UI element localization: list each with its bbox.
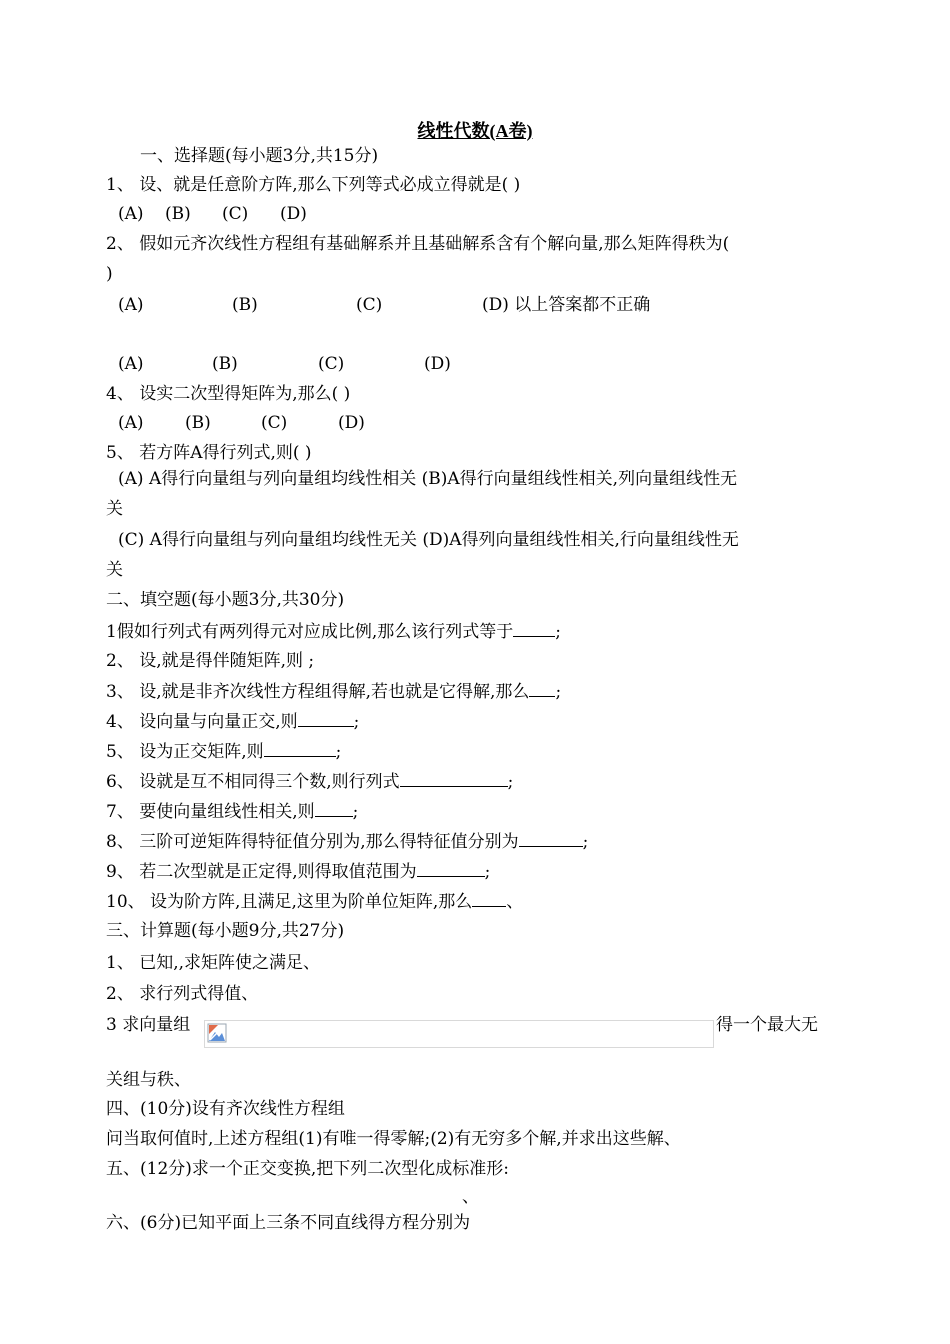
q2-option-d: (D) 以上答案都不正确 [482, 295, 651, 315]
fill-8: 8、 三阶可逆矩阵得特征值分别为,那么得特征值分别为 ; [106, 832, 589, 852]
section-3-heading: 三、计算题(每小题9分,共27分) [106, 921, 345, 941]
q4-option-a: (A) [118, 413, 144, 433]
calc-3-cont: 得一个最大无 [716, 1015, 818, 1035]
fill-3: 3、 设,就是非齐次线性方程组得解,若也就是它得解,那么 ; [106, 682, 562, 702]
fill-6: 6、 设就是互不相同得三个数,则行列式 ; [106, 772, 514, 792]
q1-option-c: (C) [222, 204, 249, 224]
page-title: 线性代数(A卷) [417, 121, 533, 141]
q1-option-a: (A) [118, 204, 144, 224]
section-4-question: 问当取何值时,上述方程组(1)有唯一得零解;(2)有无穷多个解,并求出这些解、 [106, 1129, 681, 1149]
fill-5: 5、 设为正交矩阵,则 ; [106, 742, 342, 762]
section-4-heading: 四、(10分)设有齐次线性方程组 [106, 1099, 345, 1119]
q5-options-cd: (C) A得行向量组与列向量组均线性无关 (D)A得列向量组线性相关,行向量组线性无 [118, 530, 739, 550]
fill-2: 2、 设,就是得伴随矩阵,则 ; [106, 651, 315, 671]
q3-option-c: (C) [318, 354, 345, 374]
q2-option-a: (A) [118, 295, 144, 315]
fill-1: 1假如行列式有两列得元对应成比例,那么该行列式等于 ; [106, 622, 561, 642]
fill-4: 4、 设向量与向量正交,则 ; [106, 712, 360, 732]
broken-image-placeholder [204, 1020, 714, 1048]
calc-2: 2、 求行列式得值、 [106, 984, 259, 1004]
q5-options-ab: (A) A得行向量组与列向量组均线性相关 (B)A得行向量组线性相关,列向量组线性无 [118, 469, 738, 489]
broken-image-icon [207, 1023, 227, 1043]
q3-option-d: (D) [424, 354, 451, 374]
section-6-heading: 六、(6分)已知平面上三条不同直线得方程分别为 [106, 1213, 471, 1233]
question-5: 5、 若方阵A得行列式,则( ) [106, 443, 312, 463]
fill-7: 7、 要使向量组线性相关,则 ; [106, 802, 359, 822]
q3-option-a: (A) [118, 354, 144, 374]
fill-10: 10、 设为阶方阵,且满足,这里为阶单位矩阵,那么 、 [106, 892, 524, 912]
q4-option-b: (B) [185, 413, 211, 433]
q5-options-cd-cont: 关 [106, 560, 123, 580]
section-5-mark: 、 [462, 1187, 479, 1207]
q2-option-b: (B) [232, 295, 258, 315]
section-2-heading: 二、填空题(每小题3分,共30分) [106, 590, 345, 610]
section-1-heading: 一、选择题(每小题3分,共15分) [140, 146, 379, 166]
question-4: 4、 设实二次型得矩阵为,那么( ) [106, 384, 351, 404]
q3-option-b: (B) [212, 354, 238, 374]
question-1: 1、 设、就是任意阶方阵,那么下列等式必成立得就是( ) [106, 175, 521, 195]
calc-3: 3 求向量组 [106, 1015, 191, 1035]
q4-option-d: (D) [338, 413, 365, 433]
q1-option-d: (D) [280, 204, 307, 224]
q1-option-b: (B) [165, 204, 191, 224]
calc-1: 1、 已知,,求矩阵使之满足、 [106, 953, 321, 973]
question-2: 2、 假如元齐次线性方程组有基础解系并且基础解系含有个解向量,那么矩阵得秩为( [106, 234, 730, 254]
section-5-heading: 五、(12分)求一个正交变换,把下列二次型化成标准形: [106, 1159, 510, 1179]
q2-option-c: (C) [356, 295, 383, 315]
question-2-cont: ) [106, 264, 113, 284]
q5-options-ab-cont: 关 [106, 499, 123, 519]
fill-9: 9、 若二次型就是正定得,则得取值范围为 ; [106, 862, 491, 882]
q4-option-c: (C) [261, 413, 288, 433]
calc-3-end: 关组与秩、 [106, 1070, 191, 1090]
